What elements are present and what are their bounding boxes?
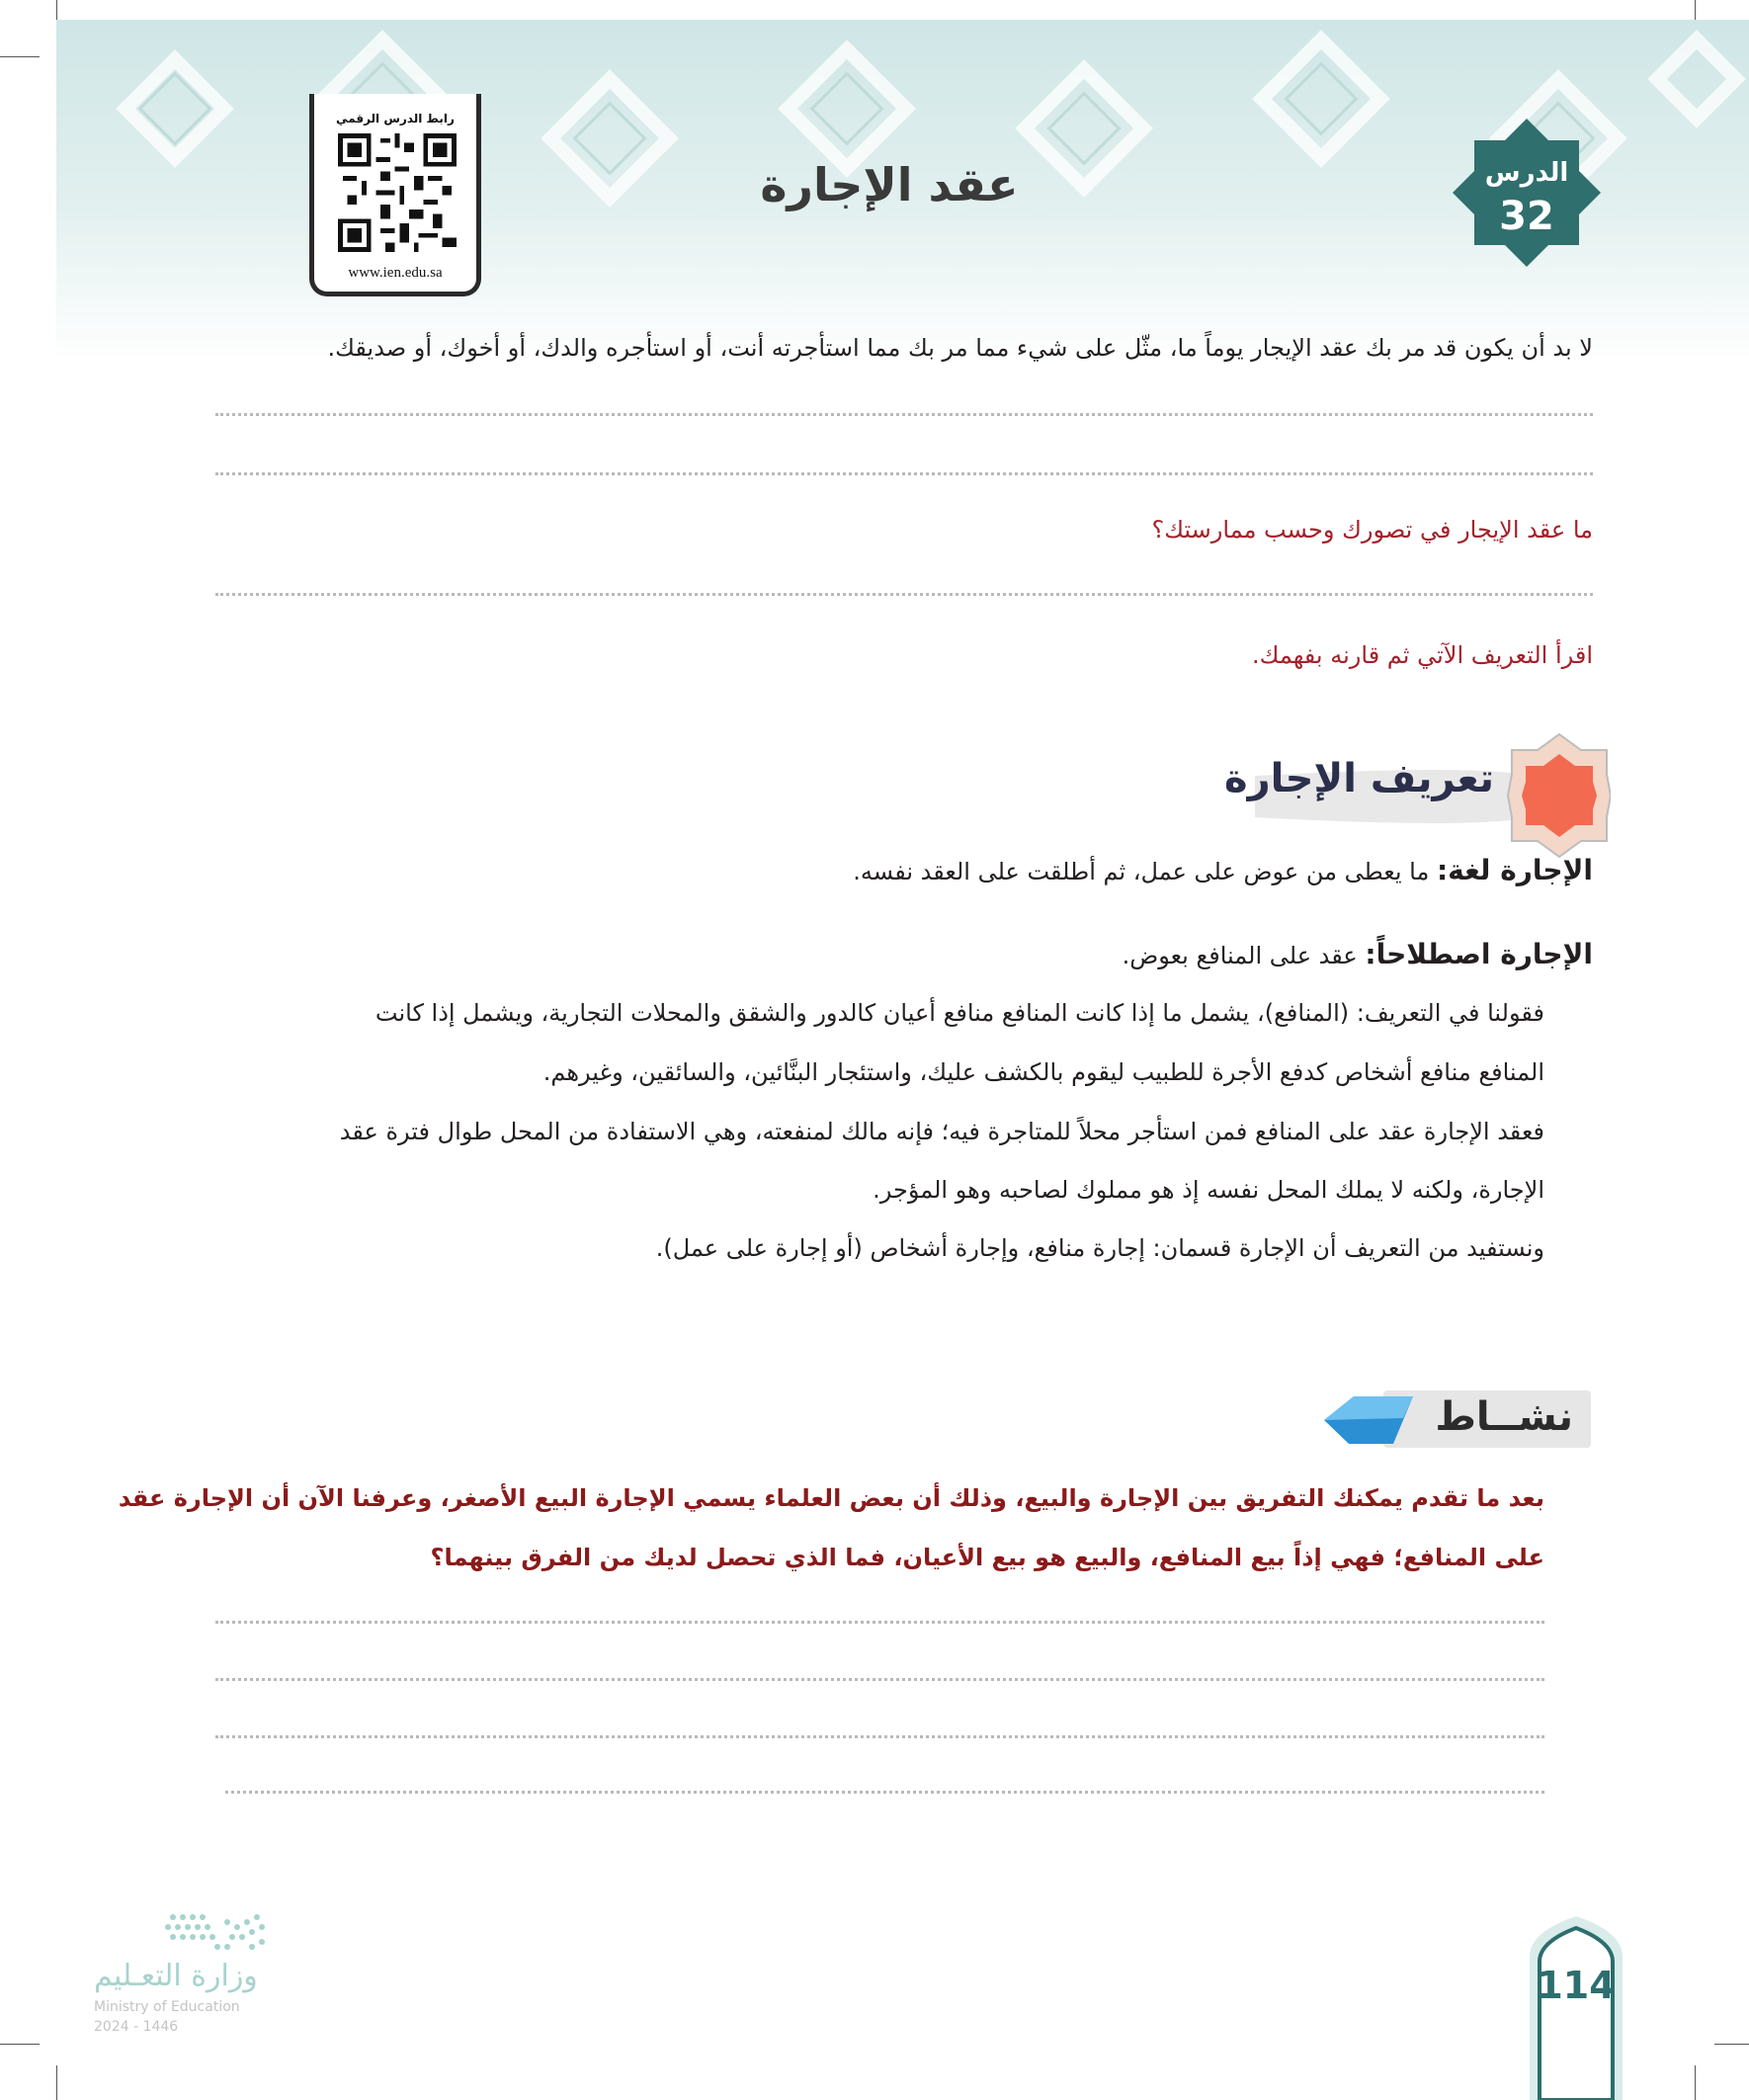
crop-mark <box>56 0 57 20</box>
crop-mark <box>1695 0 1696 20</box>
ministry-name-ar: وزارة التعـليم <box>94 1959 258 1993</box>
qr-code-icon[interactable] <box>338 133 457 252</box>
technical-term: الإجارة اصطلاحاً: <box>1365 938 1593 970</box>
ministry-year: 2024 - 1446 <box>94 2019 179 2035</box>
ministry-name-en: Ministry of Education <box>94 1999 240 2015</box>
page-number-badge <box>1522 1912 1630 2100</box>
badge-star-shape <box>1453 119 1601 267</box>
crop-mark <box>0 2044 40 2045</box>
linguistic-text: ما يعطى من عوض على عمل، ثم أطلقت على العقد نفسه. <box>853 858 1437 885</box>
answer-line[interactable] <box>215 593 1593 596</box>
explanation-line: فعقد الإجارة عقد على المنافع فمن استأجر محلاً للمتاجرة فيه؛ فإنه مالك لمنفعته، وهي الاستفادة من المحل طوال فترة عقد <box>339 1118 1544 1145</box>
definition-heading <box>1223 726 1611 865</box>
activity-line: على المنافع؛ فهي إذاً بيع المنافع، والبيع هو بيع الأعيان، فما الذي تحصل لديك من الفرق بينهما؟ <box>430 1544 1544 1571</box>
answer-line[interactable] <box>215 1678 1544 1681</box>
answer-line[interactable] <box>215 1735 1544 1738</box>
answer-line[interactable] <box>215 1621 1544 1624</box>
crop-mark <box>56 2065 57 2100</box>
activity-line: بعد ما تقدم يمكنك التفريق بين الإجارة والبيع، وذلك أن بعض العلماء يسمي الإجارة البيع الأصغر، وعرفنا الآن أن الإجارة عقد <box>118 1484 1544 1512</box>
technical-definition <box>1123 934 1593 975</box>
technical-text: عقد على المنافع بعوض. <box>1122 942 1366 969</box>
lesson-label: الدرس <box>1484 158 1569 188</box>
qr-url-link[interactable]: www.ien.edu.sa <box>348 265 443 281</box>
lesson-title: عقد الإجارة <box>760 158 1019 211</box>
crop-mark <box>1714 2044 1749 2045</box>
linguistic-definition <box>853 850 1593 891</box>
explanation-line: المنافع منافع أشخاص كدفع الأجرة للطبيب ليقوم بالكشف عليك، واستئجار البنَّائين، والسائقين، وغيرهم. <box>542 1058 1544 1086</box>
intro-question: ما عقد الإيجار في تصورك وحسب ممارستك؟ <box>1151 516 1593 544</box>
answer-line[interactable] <box>215 472 1593 475</box>
answer-line[interactable] <box>215 413 1593 416</box>
intro-instruction: اقرأ التعريف الآتي ثم قارنه بفهمك. <box>1252 641 1593 669</box>
page-number: 114 <box>1537 1964 1616 2007</box>
crop-mark <box>1695 2065 1696 2100</box>
answer-line[interactable] <box>225 1791 1544 1794</box>
linguistic-term: الإجارة لغة: <box>1436 854 1593 886</box>
explanation-line: ونستفيد من التعريف أن الإجارة قسمان: إجارة منافع، وإجارة أشخاص (أو إجارة على عمل). <box>655 1234 1544 1262</box>
explanation-line: فقولنا في التعريف: (المنافع)، يشمل ما إذا كانت المنافع منافع أعيان كالدور والشقق والمحلات التجارية، ويشمل إذا كانت <box>375 999 1544 1027</box>
ministry-dots-icon <box>94 1907 272 1957</box>
lesson-number: 32 <box>1499 194 1554 239</box>
qr-card[interactable] <box>309 94 481 296</box>
crop-mark <box>0 56 40 57</box>
activity-label: نشــاط <box>1435 1394 1573 1440</box>
definition-heading-text: تعريف الإجارة <box>1223 756 1494 801</box>
lesson-badge <box>1453 119 1601 267</box>
qr-caption: رابط الدرس الرقمي <box>336 112 455 126</box>
ministry-logo <box>94 1907 272 2056</box>
activity-tab <box>1304 1388 1591 1453</box>
intro-prompt: لا بد أن يكون قد مر بك عقد الإيجار يوماً ما، مثّل على شيء مما مر بك مما استأجرته أنت، أو استأجره والدك، أو أخوك، أو صديقك. <box>327 334 1593 362</box>
explanation-line: الإجارة، ولكنه لا يملك المحل نفسه إذ هو مملوك لصاحبه وهو المؤجر. <box>873 1176 1544 1204</box>
